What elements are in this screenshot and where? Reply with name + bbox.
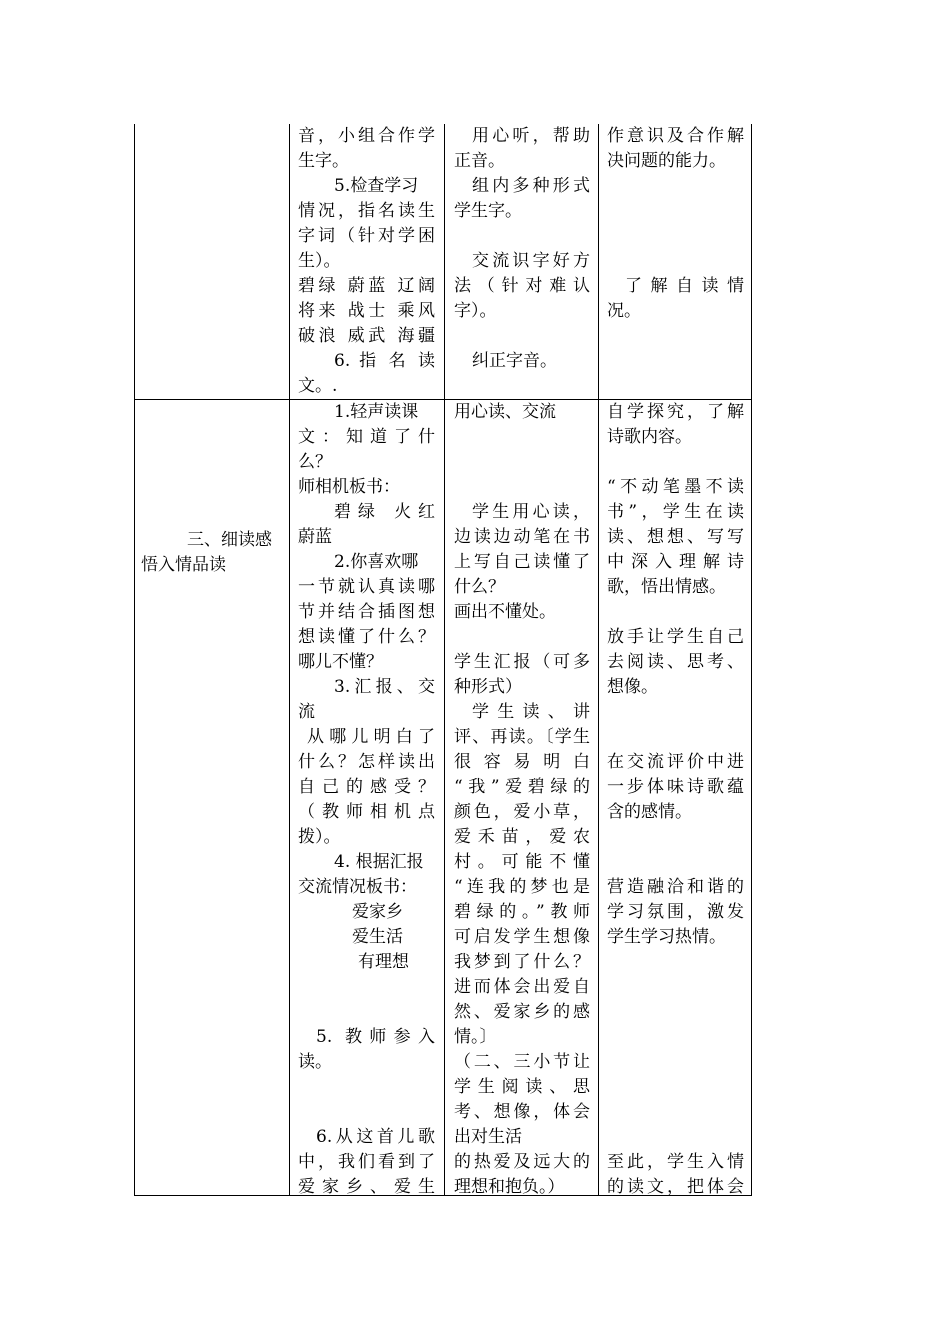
cell-text-line: 读、想想、写写	[607, 527, 744, 547]
cell-text-line: 学生汇报（可多	[454, 652, 590, 672]
cell-text-line: 在交流评价中进	[607, 752, 744, 772]
cell-text-line: 文：知道了什	[298, 427, 435, 447]
cell-text-line: 哪儿不懂？	[298, 652, 383, 672]
cell-text-line: 村。可能不懂	[454, 852, 590, 872]
cell-text-line: 6. 指 名 读	[334, 351, 435, 371]
cell-text-line: 三、细读感	[187, 530, 272, 550]
cell-text-line: 交流情况板书：	[298, 877, 417, 897]
cell-text-line: 节并结合插图想	[298, 602, 435, 622]
cell-text-line: 碧绿 火红	[334, 502, 435, 522]
cell-text-line: 然、爱家乡的感	[454, 1002, 590, 1022]
cell-text-line: 想像。	[607, 677, 658, 697]
cell-text-line: 出对生活	[454, 1127, 522, 1147]
cell-text-line: （教师相机点	[298, 802, 435, 822]
cell-text-line: 评、再读。〔学生	[454, 727, 590, 747]
cell-text-line: 字）。	[454, 301, 497, 321]
cell-text-line: 6.从这首儿歌	[316, 1127, 435, 1147]
cell-text-line: 用心听，帮助	[472, 126, 590, 146]
cell-text-line: 正音。	[454, 151, 505, 171]
cell-text-line: 爱生活	[352, 927, 403, 947]
table-cell-r2-c3	[454, 400, 590, 1195]
cell-text-line: 读。	[298, 1052, 332, 1072]
cell-text-line: 学生学习热情。	[607, 927, 726, 947]
cell-text-line: 我梦到了什么？	[454, 952, 590, 972]
table-cell-r2-c2	[298, 400, 435, 1195]
cell-text-line: 字词（针对学困	[298, 226, 435, 246]
cell-text-line: 作意识及合作解	[607, 126, 744, 146]
cell-text-line: 种形式）	[454, 677, 522, 697]
cell-text-line: 音，小组合作学	[298, 126, 435, 146]
cell-text-line: 中深入理解诗	[607, 552, 744, 572]
cell-text-line: 5. 教师参入	[316, 1027, 435, 1047]
cell-text-line: 至此，学生入情	[607, 1152, 744, 1172]
cell-text-line: 生字。	[298, 151, 349, 171]
cell-text-line: 营造融洽和谐的	[607, 877, 744, 897]
cell-text-line: 的热爱及远大的	[454, 1152, 590, 1172]
cell-text-line: “连我的梦也是	[454, 877, 590, 897]
cell-text-line: 法（针对难认	[454, 276, 590, 296]
cell-text-line: 破浪 威武 海疆	[298, 326, 435, 346]
cell-text-line: 1.轻声读课	[334, 402, 419, 422]
cell-text-line: 4. 根据汇报	[334, 852, 424, 872]
cell-text-line: 考、想像，体会	[454, 1102, 590, 1122]
cell-text-line: 去阅读、思考、	[607, 652, 744, 672]
table-cell-r1-c1	[141, 124, 282, 400]
cell-text-line: 生）。	[298, 251, 341, 271]
cell-text-line: 情。〕	[454, 1027, 497, 1047]
cell-text-line: 很容易明白	[454, 752, 590, 772]
cell-text-line: 情况，指名读生	[298, 201, 435, 221]
cell-text-line: 决问题的能力。	[607, 151, 726, 171]
cell-text-line: 文。.	[298, 376, 338, 396]
cell-text-line: 一步体味诗歌蕴	[607, 777, 744, 797]
cell-text-line: 中，我们看到了	[298, 1152, 435, 1172]
cell-text-line: 了 解 自 读 情	[625, 276, 744, 296]
cell-text-line: 学生读、讲	[472, 702, 590, 722]
cell-text-line: 可启发学生想像	[454, 927, 590, 947]
cell-text-line: 碧绿 蔚蓝 辽阔	[298, 276, 435, 296]
cell-text-line: 颜色，爱小草，	[454, 802, 590, 822]
cell-text-line: 自己的感受？	[298, 777, 435, 797]
cell-text-line: 组内多种形式	[472, 176, 590, 196]
cell-text-line: 有理想	[358, 952, 409, 972]
cell-text-line: 上写自己读懂了	[454, 552, 590, 572]
cell-text-line: 5.检查学习	[334, 176, 419, 196]
table-cell-r1-c4	[607, 124, 744, 400]
cell-text-line: 画出不懂处。	[454, 602, 556, 622]
cell-text-line: 的读文，把体会	[607, 1177, 744, 1195]
cell-text-line: 想读懂了什么？	[298, 627, 435, 647]
cell-text-line: 爱禾苗，爱农	[454, 827, 590, 847]
cell-text-line: 进而体会出爱自	[454, 977, 590, 997]
cell-text-line: 书”，学生在读	[607, 502, 744, 522]
cell-text-line: 蔚蓝	[298, 527, 332, 547]
cell-text-line: 纠正字音。	[472, 351, 557, 371]
cell-text-line: 用心读、交流	[454, 402, 556, 422]
cell-text-line: 2.你喜欢哪	[334, 552, 419, 572]
cell-text-line: 从哪儿明白了	[307, 727, 435, 747]
table-border-right	[751, 124, 752, 1196]
cell-text-line: 交流识字好方	[472, 251, 590, 271]
cell-text-line: “不动笔墨不读	[607, 477, 744, 497]
cell-text-line: 一节就认真读哪	[298, 577, 435, 597]
cell-text-line: 学生字。	[454, 201, 522, 221]
cell-text-line: 学习氛围，激发	[607, 902, 744, 922]
table-cell-r1-c3	[454, 124, 590, 400]
cell-text-line: 理想和抱负。）	[454, 1177, 565, 1195]
cell-text-line: 放手让学生自己	[607, 627, 744, 647]
cell-text-line: “我”爱碧绿的	[454, 777, 590, 797]
cell-text-line: 边读边动笔在书	[454, 527, 590, 547]
cell-text-line: 诗歌内容。	[607, 427, 692, 447]
cell-text-line: 自学探究，了解	[607, 402, 744, 422]
cell-text-line: 流	[298, 702, 315, 722]
cell-text-line: 况。	[607, 301, 641, 321]
cell-text-line: 歌，悟出情感。	[607, 577, 726, 597]
cell-text-line: 师相机板书：	[298, 477, 400, 497]
cell-text-line: 爱家乡	[352, 902, 403, 922]
cell-text-line: 学生阅读、思	[454, 1077, 590, 1097]
table-border-bottom	[134, 1195, 752, 1196]
cell-text-line: 碧绿的。”教师	[454, 902, 590, 922]
cell-text-line: 悟入情品读	[141, 555, 226, 575]
cell-text-line: 拨）。	[298, 827, 341, 847]
cell-text-line: 学生用心读，	[472, 502, 590, 522]
cell-text-line: 么？	[298, 452, 332, 472]
cell-text-line: 什么？怎样读出	[298, 752, 435, 772]
cell-text-line: 爱家乡、爱生	[298, 1177, 435, 1195]
cell-text-line: （二、三小节让	[454, 1052, 590, 1072]
cell-text-line: 将来 战士 乘风	[298, 301, 435, 321]
table-border-col2	[289, 124, 290, 1196]
cell-text-line: 3.汇报、交	[334, 677, 435, 697]
table-border-left	[134, 124, 135, 1196]
table-cell-r2-c4	[607, 400, 744, 1195]
table-cell-r2-c1	[141, 400, 282, 1195]
table-cell-r1-c2	[298, 124, 435, 400]
table-border-col4	[598, 124, 599, 1196]
cell-text-line: 什么？	[454, 577, 505, 597]
cell-text-line: 含的感情。	[607, 802, 692, 822]
table-border-col3	[444, 124, 445, 1196]
table-border-row-divider	[134, 399, 752, 400]
